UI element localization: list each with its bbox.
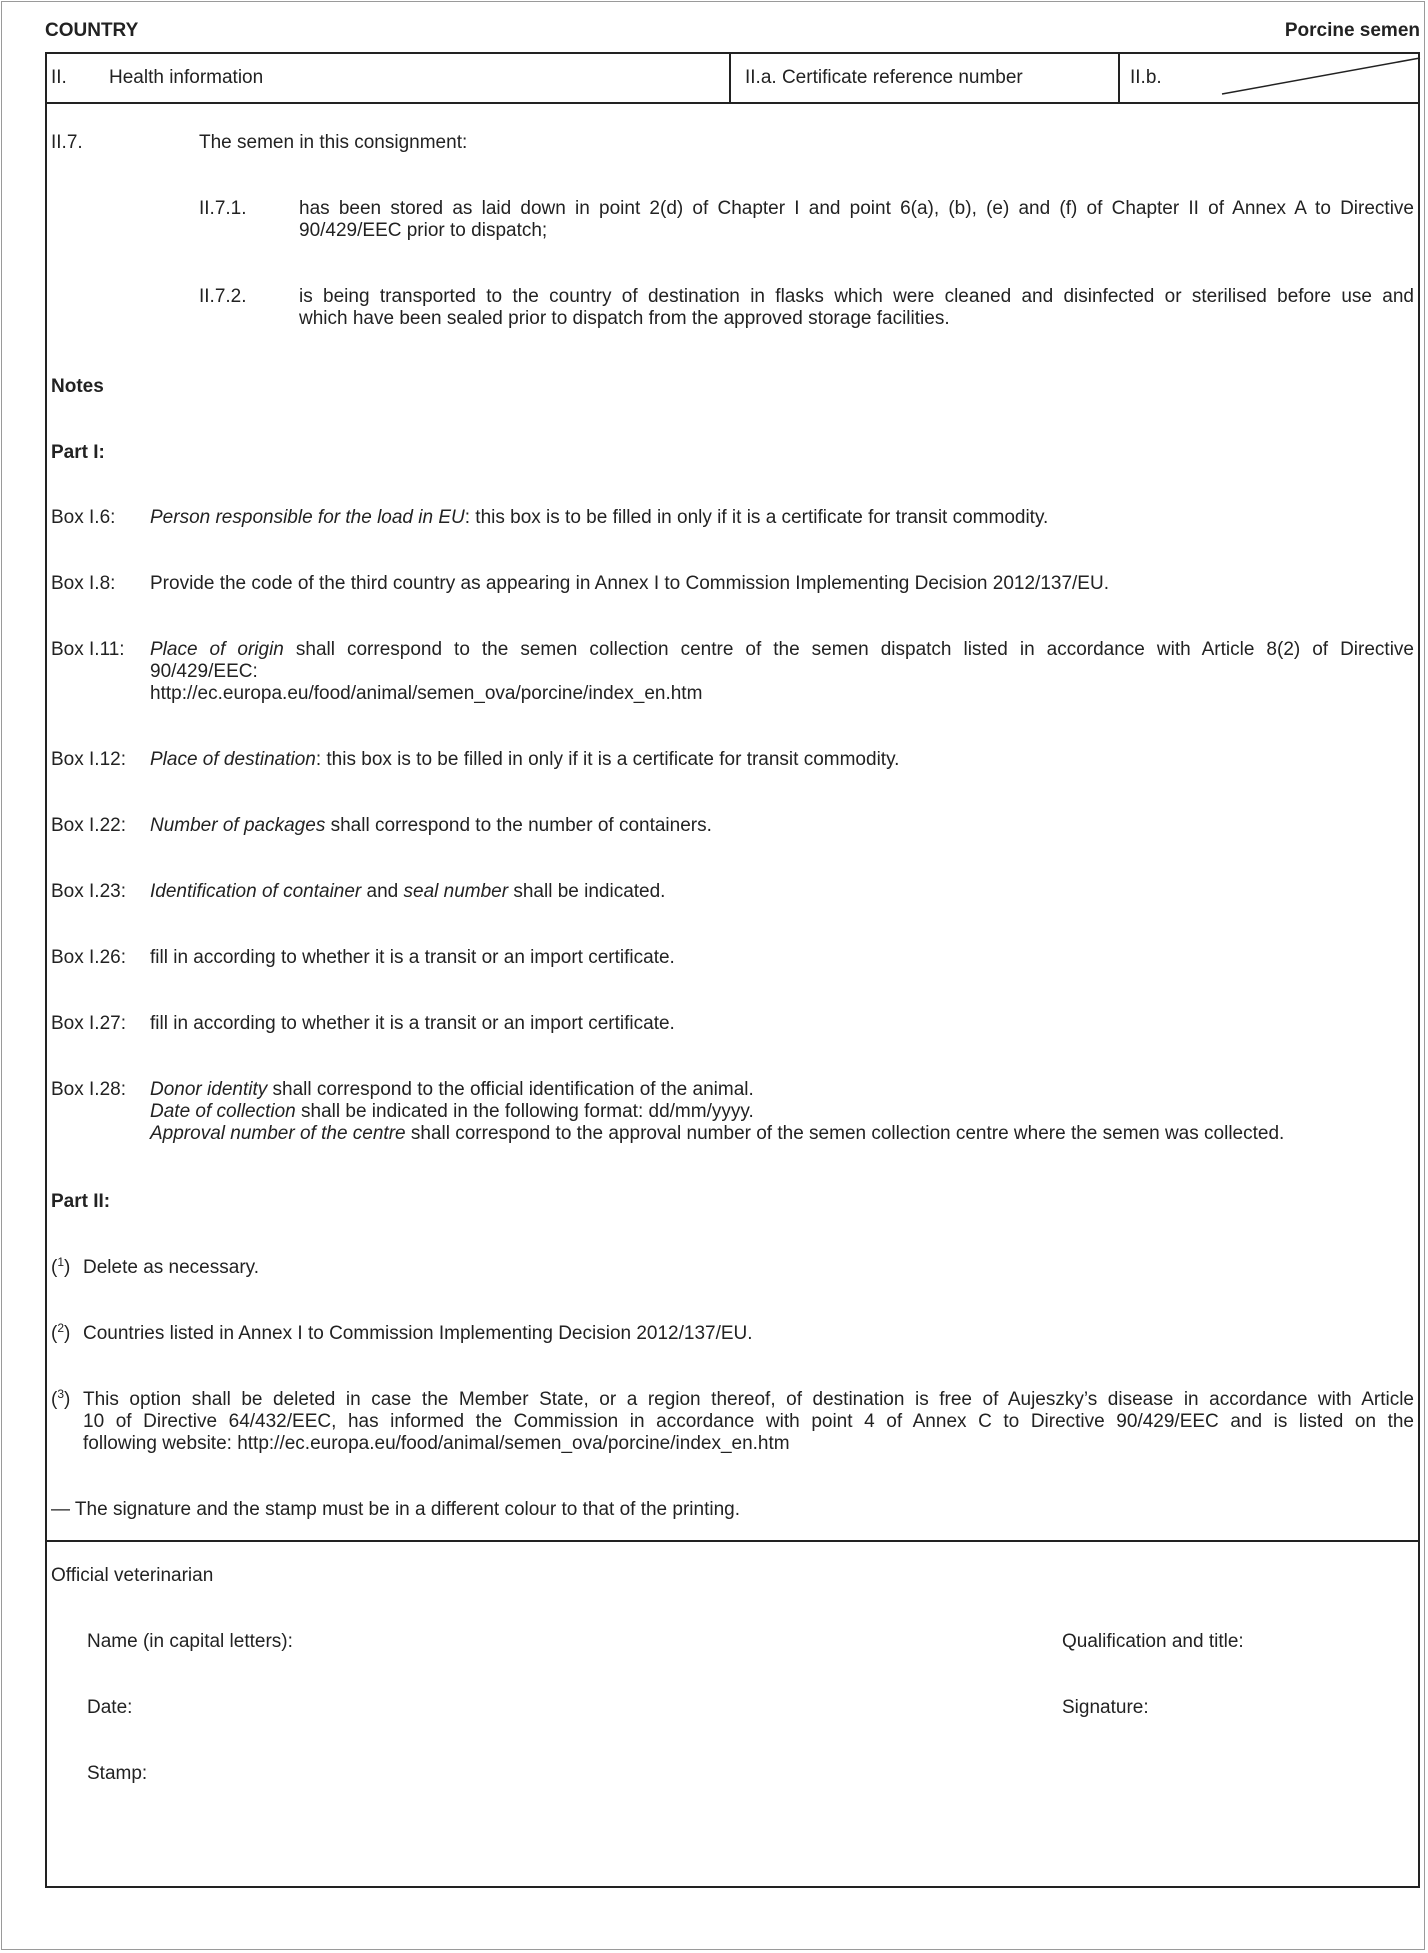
footnote-text: Countries listed in Annex I to Commission Implementing Decision 2012/137/EU. [83, 1323, 753, 1344]
row-divider [47, 1540, 1418, 1542]
clause-item-code: II.7.2. [199, 286, 247, 307]
box-label: Box I.23: [51, 881, 126, 902]
box-label: Box I.8: [51, 573, 116, 594]
clause-code: II.7. [51, 132, 83, 153]
footnote-marker: ($^3$) [51, 1387, 71, 1410]
footnote-text: Delete as necessary. [83, 1257, 260, 1278]
box-note-link: http://ec.europa.eu/food/animal/semen_ova/porcine/index_en.htm [150, 683, 703, 704]
footnote-text: following website: http://ec.europa.eu/food/animal/semen_ova/porcine/index_en.htm [83, 1433, 790, 1454]
section-title: Health information [109, 67, 264, 88]
name-label: Name (in capital letters): [87, 1631, 293, 1652]
box-label: Box I.12: [51, 749, 126, 770]
clause-item-code: II.7.1. [199, 198, 247, 219]
signature-label: Signature: [1062, 1697, 1149, 1718]
box-note: Provide the code of the third country as appearing in Annex I to Commission Implementing Decision 2012/137/EU. [150, 573, 1109, 594]
part2-title: Part II: [51, 1191, 111, 1212]
notes-title: Notes [51, 376, 104, 397]
date-label: Date: [87, 1697, 133, 1718]
footnote-text: This option shall be deleted in case the Member State, or a region thereof, of destination is free of Aujeszky’s disease in accordance with Article [83, 1389, 1414, 1410]
product-heading: Porcine semen [1284, 20, 1420, 41]
footnote-marker: ($^2$) [51, 1321, 71, 1344]
box-note: Place of destination: this box is to be filled in only if it is a certificate for transit commodity. [150, 749, 900, 770]
box-note: fill in according to whether it is a transit or an import certificate. [150, 1013, 675, 1034]
box-note: Number of packages shall correspond to the number of containers. [150, 815, 712, 836]
clause-item-line: 90/429/EEC prior to dispatch; [299, 220, 548, 241]
box-note: Date of collection shall be indicated in the following format: dd/mm/yyyy. [150, 1101, 754, 1122]
country-heading: COUNTRY [45, 20, 139, 41]
diagonal-strike [1173, 54, 1422, 104]
box-label: Box I.6: [51, 507, 116, 528]
certificate-reference-label: II.a. Certificate reference number [745, 67, 1023, 88]
clause-item-line: has been stored as laid down in point 2(d) of Chapter I and point 6(a), (b), (e) and (f) of Chapter II of Annex A to Directive [299, 198, 1414, 219]
box-note: Place of origin shall correspond to the semen collection centre of the semen dispatch listed in accordance with Article 8(2) of Directive [150, 639, 1414, 660]
reference-b-label: II.b. [1130, 67, 1162, 88]
box-label: Box I.11: [51, 639, 125, 660]
column-divider [729, 54, 731, 104]
box-label: Box I.26: [51, 947, 126, 968]
qualification-label: Qualification and title: [1062, 1631, 1244, 1652]
official-veterinarian-title: Official veterinarian [51, 1565, 214, 1586]
box-label: Box I.28: [51, 1079, 126, 1100]
clause-item-line: is being transported to the country of destination in flasks which were cleaned and disinfected or sterilised before use and [299, 286, 1414, 307]
clause-intro: The semen in this consignment: [199, 132, 468, 153]
box-note: Donor identity shall correspond to the official identification of the animal. [150, 1079, 754, 1100]
part1-title: Part I: [51, 442, 105, 463]
box-note: Person responsible for the load in EU: this box is to be filled in only if it is a certificate for transit commodity. [150, 507, 1049, 528]
box-label: Box I.27: [51, 1013, 126, 1034]
footnote-text: 10 of Directive 64/432/EEC, has informed the Commission in accordance with point 4 of Annex C to Directive 90/429/EEC and is listed on the [83, 1411, 1414, 1432]
box-note: Identification of container and seal number shall be indicated. [150, 881, 666, 902]
box-note: fill in according to whether it is a transit or an import certificate. [150, 947, 675, 968]
stamp-label: Stamp: [87, 1763, 148, 1784]
column-divider [1118, 54, 1120, 104]
box-note: Approval number of the centre shall correspond to the approval number of the semen collection centre where the semen was collected. [150, 1123, 1285, 1144]
box-label: Box I.22: [51, 815, 126, 836]
section-code: II. [51, 67, 67, 88]
certificate-table [45, 52, 1420, 1888]
signature-colour-note: — The signature and the stamp must be in a different colour to that of the printing. [51, 1499, 740, 1520]
footnote-marker: ($^1$) [51, 1255, 71, 1278]
box-note-line: 90/429/EEC: [150, 661, 258, 682]
clause-item-line: which have been sealed prior to dispatch from the approved storage facilities. [299, 308, 950, 329]
